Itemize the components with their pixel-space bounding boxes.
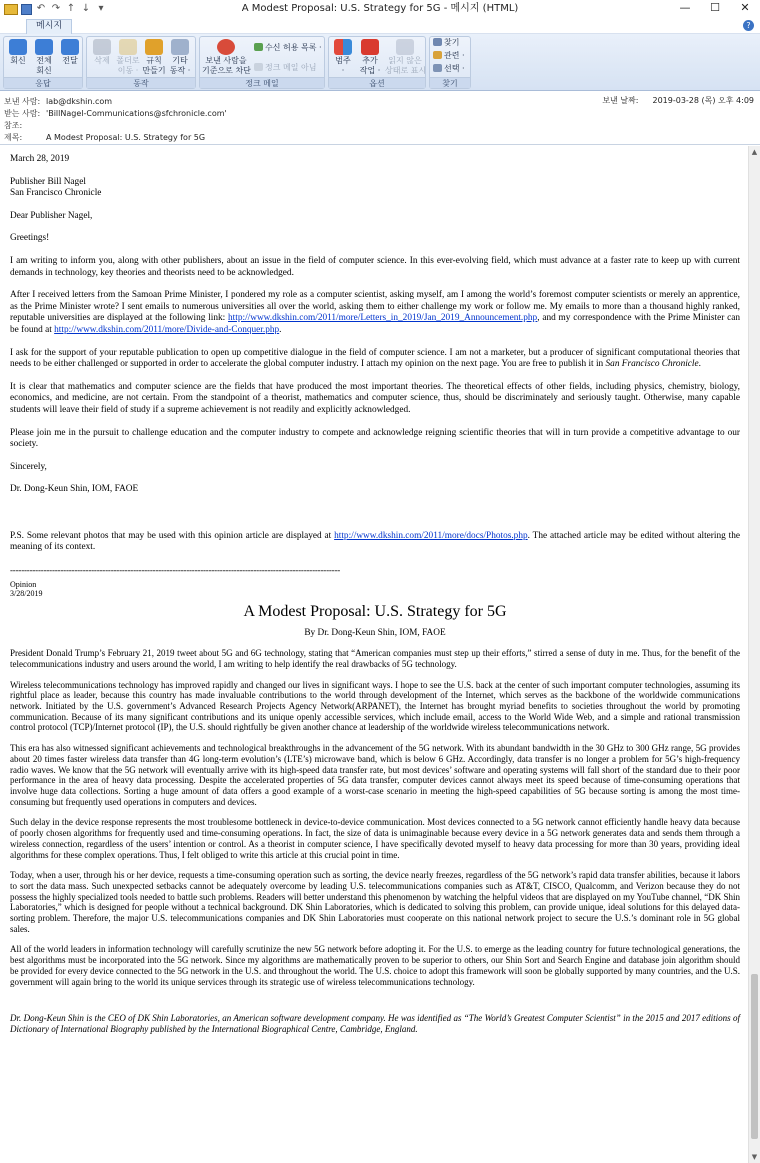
group-label-options: 옵션 xyxy=(329,77,425,88)
group-label-junk: 정크 메일 xyxy=(200,77,324,88)
letter-paragraph-4: It is clear that mathematics and computer science are the fields that have produced the most important theories. The theoretical effects of other fields, including physics, chemistry, biology, economics, and medicine, are not certain. From the standpoint of a theorist, mathematics and computer science, thus, should be discriminately and seriously taught. Otherwise, many capable students will leave their field of study if a supreme achievement is not readily and explicitly acknowledged. xyxy=(10,381,740,415)
letter-paragraph-3: I ask for the support of your reputable publication to open up competitive dialogue in the field of computer science. I am not a marketer, but a producer of significant computational theories that needs to be either challenged or supported in order to accelerate the global computer industry. I attach my opinion on the next page. You are free to publish it in San Francisco Chronicle. xyxy=(10,347,740,370)
other-actions-icon xyxy=(171,39,189,55)
group-actions xyxy=(86,36,196,89)
tab-message[interactable]: 메시지 xyxy=(26,19,72,34)
letter-paragraph-1: I am writing to inform you, along with other publishers, about an issue in the field of computer science. In this ever-evolving field, which must advance at a faster rate to keep up with current demands in technology, key theories and theorists need to be acknowledged. xyxy=(10,255,740,278)
letter-paragraph-2: After I received letters from the Samoan Prime Minister, I pondered my role as a computer scientist, asking myself, am I among the world’s foremost computer scientists or merely an apprentice, as the Prime Minister wrote? I sent emails to numerous universities all over the world, asking them to either challenge my work or follow me. My emails to more than a thousand highly ranked, reputable universities are displayed at the following link: http://www.dkshin.com/2011/more/Letters_in_2019/Jan_2019_Announcement.php, and my correspondence with the Prime Minister can be found at http://www.dkshin.com/2011/more/Divide-and-Conquer.php. xyxy=(10,290,740,335)
help-icon[interactable]: ? xyxy=(743,20,754,31)
select-icon xyxy=(433,64,442,72)
to-value[interactable]: 'BillNagel-Communications@sfchronicle.com' xyxy=(46,109,227,118)
group-find xyxy=(429,36,471,89)
window-controls xyxy=(670,0,760,18)
forward-icon xyxy=(61,39,79,55)
maximize-button[interactable]: ☐ xyxy=(710,1,720,14)
ribbon xyxy=(0,34,760,91)
article-date: 3/28/2019 xyxy=(10,588,43,598)
group-junk-mail xyxy=(199,36,325,89)
create-rule-button[interactable]: 규칙 만들기 xyxy=(141,39,167,75)
folder-icon xyxy=(119,39,137,55)
follow-up-button[interactable]: 추가 작업 · xyxy=(357,39,383,75)
article-paragraph: President Donald Trump’s February 21, 2019 tweet about 5G and 6G technology, stating that “American companies must step up their efforts,” stirred a sense of duty in me. Thus, for the benefit of the telecommunications industry and users around the world, I am writing to help identify the real drawbacks of 5G technology. xyxy=(10,648,740,669)
author-bio: Dr. Dong-Keun Shin is the CEO of DK Shin Laboratories, an American software development company. He was identified as “The World’s Greatest Computer Scientist” in the 2015 and 2017 editions of Dictionary of International Biography published by the International Biographical Centre, Cambridge, England. xyxy=(10,1013,740,1034)
minimize-button[interactable]: — xyxy=(679,1,691,14)
binoculars-icon xyxy=(433,38,442,46)
cc-row xyxy=(4,121,46,131)
message-icon xyxy=(4,4,18,15)
sent-value: 2019-03-28 (목) 오후 4:09 xyxy=(652,96,754,105)
letter-postscript: P.S. Some relevant photos that may be used with this opinion article are displayed at http://www.dkshin.com/2011/more/docs/Photos.php. The attached article may be edited without altering the meaning of its context. xyxy=(10,530,740,553)
delete-icon xyxy=(93,39,111,55)
reply-button[interactable]: 회신 xyxy=(5,39,31,65)
subject-label: 제목: xyxy=(4,133,23,142)
article-paragraph: Such delay in the device response represents the most troublesome bottleneck in device-to-device communication. Most devices connected to a 5G network cannot efficiently handle heavy data because of poorly chosen algorithms for frequently used and time-consuming operations. In fact, the size of data is unimaginable because every device in a 5G network generates data and sends them through a wireless connection, regardless of the users’ intention or control. As a theorist in computer science, I have specifically devoted myself to heavy data processing for more than 30 years, providing ideal algorithms for these complex operations. Thus, I felt obliged to write this article at this crucial point in time. xyxy=(10,817,740,860)
up-arrow-icon[interactable]: ↑ xyxy=(66,3,76,14)
letter-greeting: Greetings! xyxy=(10,233,50,244)
related-icon xyxy=(433,51,442,59)
group-label-respond: 응답 xyxy=(4,77,82,88)
customize-toolbar-icon[interactable]: ▾ xyxy=(98,3,104,14)
letter-signature: Dr. Dong-Keun Shin, IOM, FAOE xyxy=(10,484,139,495)
not-junk-button[interactable]: 정크 메일 아님 xyxy=(254,63,316,73)
rule-icon xyxy=(145,39,163,55)
title-bar xyxy=(0,0,760,18)
categorize-icon xyxy=(334,39,352,55)
undo-icon[interactable]: ↶ xyxy=(36,3,46,14)
letter-address-line-2: San Francisco Chronicle xyxy=(10,188,102,199)
sent-label: 보낸 날짜: xyxy=(602,96,639,105)
group-respond xyxy=(3,36,83,89)
down-arrow-icon[interactable]: ↓ xyxy=(81,3,91,14)
vertical-scrollbar[interactable] xyxy=(748,146,760,1163)
not-junk-icon xyxy=(254,63,263,71)
letter-date: March 28, 2019 xyxy=(10,154,70,164)
window-title: A Modest Proposal: U.S. Strategy for 5G - 메시지 (HTML) xyxy=(241,3,519,14)
message-body xyxy=(0,146,760,1163)
article-paragraph: Wireless telecommunications technology has improved rapidly and changed our lives in significant ways. I hope to see the U.S. back at the center of such important computer technologies, assuming its rightful place as leader, because this country has made invaluable contributions to the world through development of the Internet, which serves as the backbone of the worldwide communications network. Initiated by the U.S. government’s Advanced Research Projects Agency Network(ARPANET), the Internet has brought myriad benefits to societies throughout the world by promoting communication. Because of its many significant contributions and its unique openly accessible services, which include email, access to the World Wide Web, and a simple and rational transmission control protocol (TCP)/Internet protocol (IP), the U.S. should rightfully be given another chance at leadership of the worldwide wireless telecommunications network. xyxy=(10,679,740,733)
scroll-down-icon[interactable]: ▼ xyxy=(751,1153,758,1161)
quick-access-toolbar xyxy=(0,0,107,18)
save-icon[interactable] xyxy=(21,4,32,15)
select-button[interactable]: 선택 · xyxy=(433,64,465,74)
move-to-folder-button[interactable]: 폴더로 이동 · xyxy=(115,39,141,75)
article-paragraph: This era has also witnessed significant achievements and technological breakthroughs in the advancement of the 5G network. With its abundant bandwidth in the 30 GHz to 300 GHz range, 5G provides about 20 times faster wireless data transfer than 4G long-term evolution’s (LTE’s) microwave band, which is below 6 GHz. Accordingly, data transfer is no longer a problem for 5G’s high-frequency radio waves. We know that the 5G network will eventually arrive with its high-speed data transfer rate, but most devices’ software and operating systems will fall short of the standard due to their poor performance in the area of heavy data processing. Despite the accelerated properties of 5G data transfer, computer devices cannot always meet its speed because of time-consuming operations that involve huge data collections. Sorting a huge amount of data offers a good example of a worst-case scenario in meeting the high-speed capabilities of 5G because sorting is among the most time-consuming but frequently used operations in computers and devices. xyxy=(10,743,740,807)
article-paragraph: Today, when a user, through his or her device, requests a time-consuming operation such as sorting, the device nearly freezes, regardless of the 5G network’s rapid data transfer abilities, because it labors to sort the data mass. Such unexpected setbacks cannot be adequately overcome by leading U.S. telecommunications companies such as AT&T, CISCO, Qualcomm, and Verizon because they do not possess the highly specialized tools needed to battle such problems. Readers will better understand this phenomenon by watching the helpful videos that are displayed on my YouTube channel, “DK Shin Laboratories,” which is designed for people without a technical background. DK Shin Laboratories, which is dedicated to solving this problem, can provide unique, ideal solutions for this delayed data-sorting problem. Therefore, the major U.S. telecommunications companies and DK Shin Laboratories must cooperate on this national network project to secure the U.S.’s dominant role in 5G global sales. xyxy=(10,870,740,934)
article-title: A Modest Proposal: U.S. Strategy for 5G xyxy=(243,602,507,620)
safe-list-icon xyxy=(254,43,263,51)
delete-button[interactable]: 삭제 xyxy=(89,39,115,65)
to-label: 받는 사람: xyxy=(4,109,41,118)
scroll-up-icon[interactable]: ▲ xyxy=(751,148,758,156)
scrollbar-thumb[interactable] xyxy=(751,974,758,1139)
other-actions-button[interactable]: 기타 동작 · xyxy=(167,39,193,75)
find-button[interactable]: 찾기 xyxy=(433,38,459,48)
reply-all-icon xyxy=(35,39,53,55)
close-button[interactable]: ✕ xyxy=(740,1,750,14)
reply-icon xyxy=(9,39,27,55)
letter-paragraph-5: Please join me in the pursuit to challenge education and the computer industry to compete and acknowledge reigning scientific theories that will in turn provide a competitive advantage to our society. xyxy=(10,427,740,450)
related-button[interactable]: 관련 · xyxy=(433,51,465,61)
photos-link[interactable]: http://www.dkshin.com/2011/more/docs/Photos.php xyxy=(334,530,528,541)
redo-icon[interactable]: ↷ xyxy=(51,3,61,14)
letter-closing: Sincerely, xyxy=(10,461,47,472)
mark-unread-button[interactable]: 읽지 않은 상태로 표시 xyxy=(385,39,425,75)
block-sender-button[interactable]: 보낸 사람을 기준으로 차단 xyxy=(202,39,250,75)
divide-and-conquer-link[interactable]: http://www.dkshin.com/2011/more/Divide-and-Conquer.php xyxy=(54,324,280,335)
message-content xyxy=(10,154,740,1045)
group-label-find: 찾기 xyxy=(430,77,470,88)
article-body xyxy=(10,648,740,1034)
forward-button[interactable]: 전달 xyxy=(57,39,83,65)
group-options xyxy=(328,36,426,89)
message-header xyxy=(0,92,760,145)
letter-salutation: Dear Publisher Nagel, xyxy=(10,210,93,221)
article-paragraph: All of the world leaders in information technology will carefully scrutinize the new 5G network before adopting it. For the U.S. to emerge as the leading country for future technological generations, the best algorithms must be incorporated into the 5G network. Since my algorithms are mathematically proven to be superior to others, our Shin Sort and Search Engine and database join algorithm should be provided for every device connected to the 5G network in the U.S. and throughout the world. The U.S. choice to adopt this framework will soon be globally supported by many countries, and the U.S. government will again bring to the world its unique services through its strategic use of wireless telecommunications technology. xyxy=(10,944,740,987)
block-icon xyxy=(217,39,235,55)
safe-list-button[interactable]: 수신 허용 목록 · xyxy=(254,43,322,53)
from-label: 보낸 사람: xyxy=(4,97,41,106)
to-row xyxy=(4,109,227,119)
sent-row xyxy=(602,96,754,106)
article-byline: By Dr. Dong-Keun Shin, IOM, FAOE xyxy=(304,627,446,638)
flag-icon xyxy=(361,39,379,55)
separator-line: ---------------------------------------------------------------------------------------------------------------------- xyxy=(10,565,341,576)
mark-unread-icon xyxy=(396,39,414,55)
article-section: Opinion xyxy=(10,579,37,589)
subject-value: A Modest Proposal: U.S. Strategy for 5G xyxy=(46,133,206,142)
ribbon-tab-row xyxy=(0,18,760,34)
group-label-actions: 동작 xyxy=(87,77,195,88)
reply-all-button[interactable]: 전체 회신 xyxy=(31,39,57,75)
categorize-button[interactable]: 범주 · xyxy=(330,39,356,75)
subject-row xyxy=(4,133,205,143)
letter-address-line-1: Publisher Bill Nagel xyxy=(10,176,86,187)
cc-label: 참조: xyxy=(4,121,23,130)
announcement-link[interactable]: http://www.dkshin.com/2011/more/Letters_in_2019/Jan_2019_Announcement.php xyxy=(228,313,538,324)
from-row xyxy=(4,97,112,107)
from-value[interactable]: lab@dkshin.com xyxy=(46,97,113,106)
